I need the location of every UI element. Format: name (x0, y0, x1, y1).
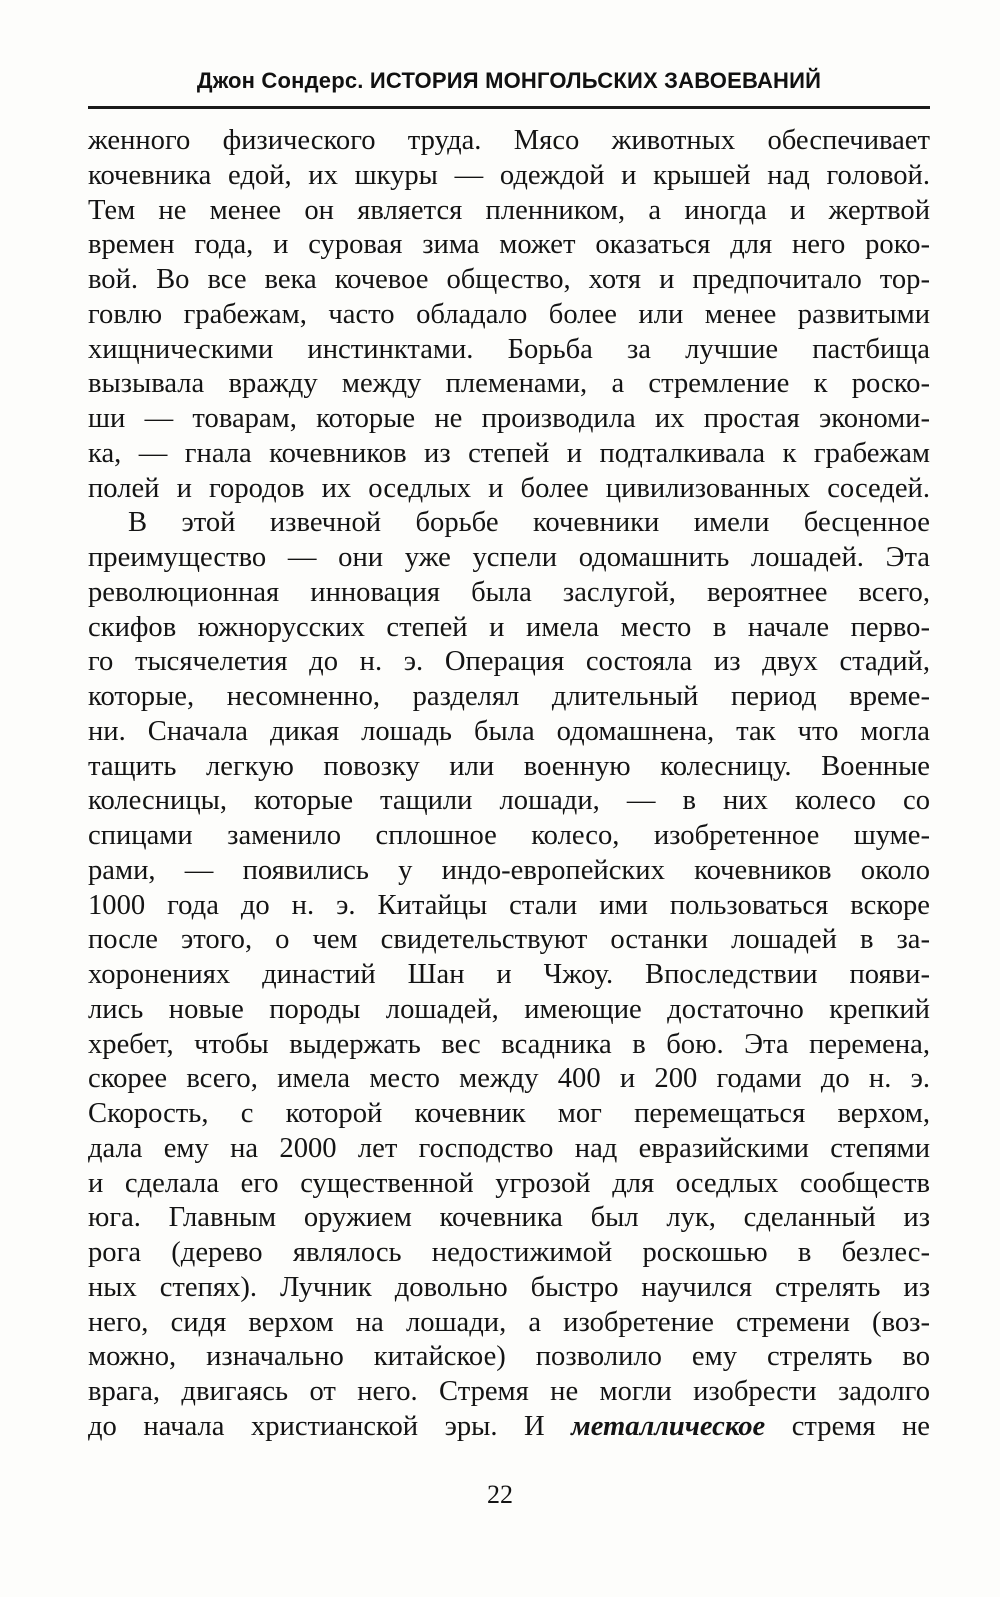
text-line: врага, двигаясь от него. Стремя не могли изобрести задолго (88, 1376, 930, 1407)
text-line: Скорость, с которой кочевник мог перемещаться верхом, (88, 1098, 930, 1129)
running-header: Джон Сондерс. ИСТОРИЯ МОНГОЛЬСКИХ ЗАВОЕВАНИЙ (196, 68, 822, 93)
text-line: ных степях). Лучник довольно быстро научился стрелять из (88, 1271, 930, 1303)
text-line: после этого, о чем свидетельствуют останки лошадей в за- (88, 924, 930, 956)
text-line: него, сидя верхом на лошади, а изобретение стремени (воз- (88, 1306, 930, 1338)
text-line: женного физического труда. Мясо животных обеспечивает (88, 125, 930, 156)
text-line: ни. Сначала дикая лошадь была одомашнена, так что могла (88, 715, 930, 747)
text-line: которые, несомненно, разделял длительный период време- (88, 681, 930, 712)
text-line: времен года, и суровая зима может оказаться для него роко- (88, 229, 930, 261)
text-line: ши — товарам, которые не производила их простая экономи- (88, 403, 930, 434)
text-line: хребет, чтобы выдержать вес всадника в бою. Эта перемена, (88, 1028, 930, 1060)
text-line: хищническими инстинктами. Борьба за лучшие пастбища (88, 333, 930, 365)
text-line: Тем не менее он является пленником, а иногда и жертвой (88, 194, 930, 226)
header-rule (88, 106, 930, 109)
text-line: говлю грабежам, часто обладало более или менее развитыми (88, 298, 930, 330)
paragraph-start-line: В этой извечной борьбе кочевники имели бесценное (128, 507, 930, 539)
text-line: вызывала вражду между племенами, а стремление к роско- (88, 368, 930, 400)
text-line: кочевника едой, их шкуры — одеждой и крышей над головой. (88, 159, 930, 191)
text-line: скорее всего, имела место между 400 и 200 годами до н. э. (88, 1063, 930, 1095)
text-line: юга. Главным оружием кочевника был лук, сделанный из (88, 1202, 930, 1234)
text-line: го тысячелетия до н. э. Операция состояла из двух стадий, (88, 646, 930, 678)
text-line: и сделала его существенной угрозой для оседлых сообществ (88, 1167, 930, 1199)
text-line: ка, — гнала кочевников из степей и подталкивала к грабежам (88, 437, 930, 469)
text-line: лись новые породы лошадей, имеющие достаточно крепкий (88, 993, 930, 1025)
text-line: скифов южнорусских степей и имела место в начале перво- (88, 611, 930, 643)
text-line-final (88, 1410, 930, 1445)
text-line: рога (дерево являлось недостижимой роскошью в безлес- (88, 1237, 930, 1268)
text-line: спицами заменило сплошное колесо, изобретенное шуме- (88, 820, 930, 851)
final-line-end: стремя не (765, 1410, 931, 1442)
text-line: дала ему на 2000 лет господство над евразийскими степями (88, 1132, 930, 1164)
page-number: 22 (487, 1480, 513, 1509)
text-line: вой. Во все века кочевое общество, хотя и предпочитало тор- (88, 264, 930, 295)
text-line: тащить легкую повозку или военную колесницу. Военные (88, 750, 930, 782)
text-line: колесницы, которые тащили лошади, — в них колесо со (88, 785, 930, 817)
final-line-start: до начала христианской эры. И (88, 1410, 572, 1442)
text-line: преимущество — они уже успели одомашнить лошадей. Эта (88, 542, 930, 573)
text-line: 1000 года до н. э. Китайцы стали ими пользоваться вскоре (88, 889, 930, 921)
text-line: можно, изначально китайское) позволило ему стрелять во (88, 1341, 930, 1373)
text-line: революционная инновация была заслугой, вероятнее всего, (88, 576, 930, 608)
text-line: полей и городов их оседлых и более цивилизованных соседей. (88, 472, 930, 504)
emphasized-word: металлическое (571, 1410, 766, 1442)
body-text (88, 124, 930, 1445)
text-line: рами, — появились у индо-европейских кочевников около (88, 854, 930, 886)
text-line: хоронениях династий Шан и Чжоу. Впоследствии появи- (88, 959, 930, 990)
